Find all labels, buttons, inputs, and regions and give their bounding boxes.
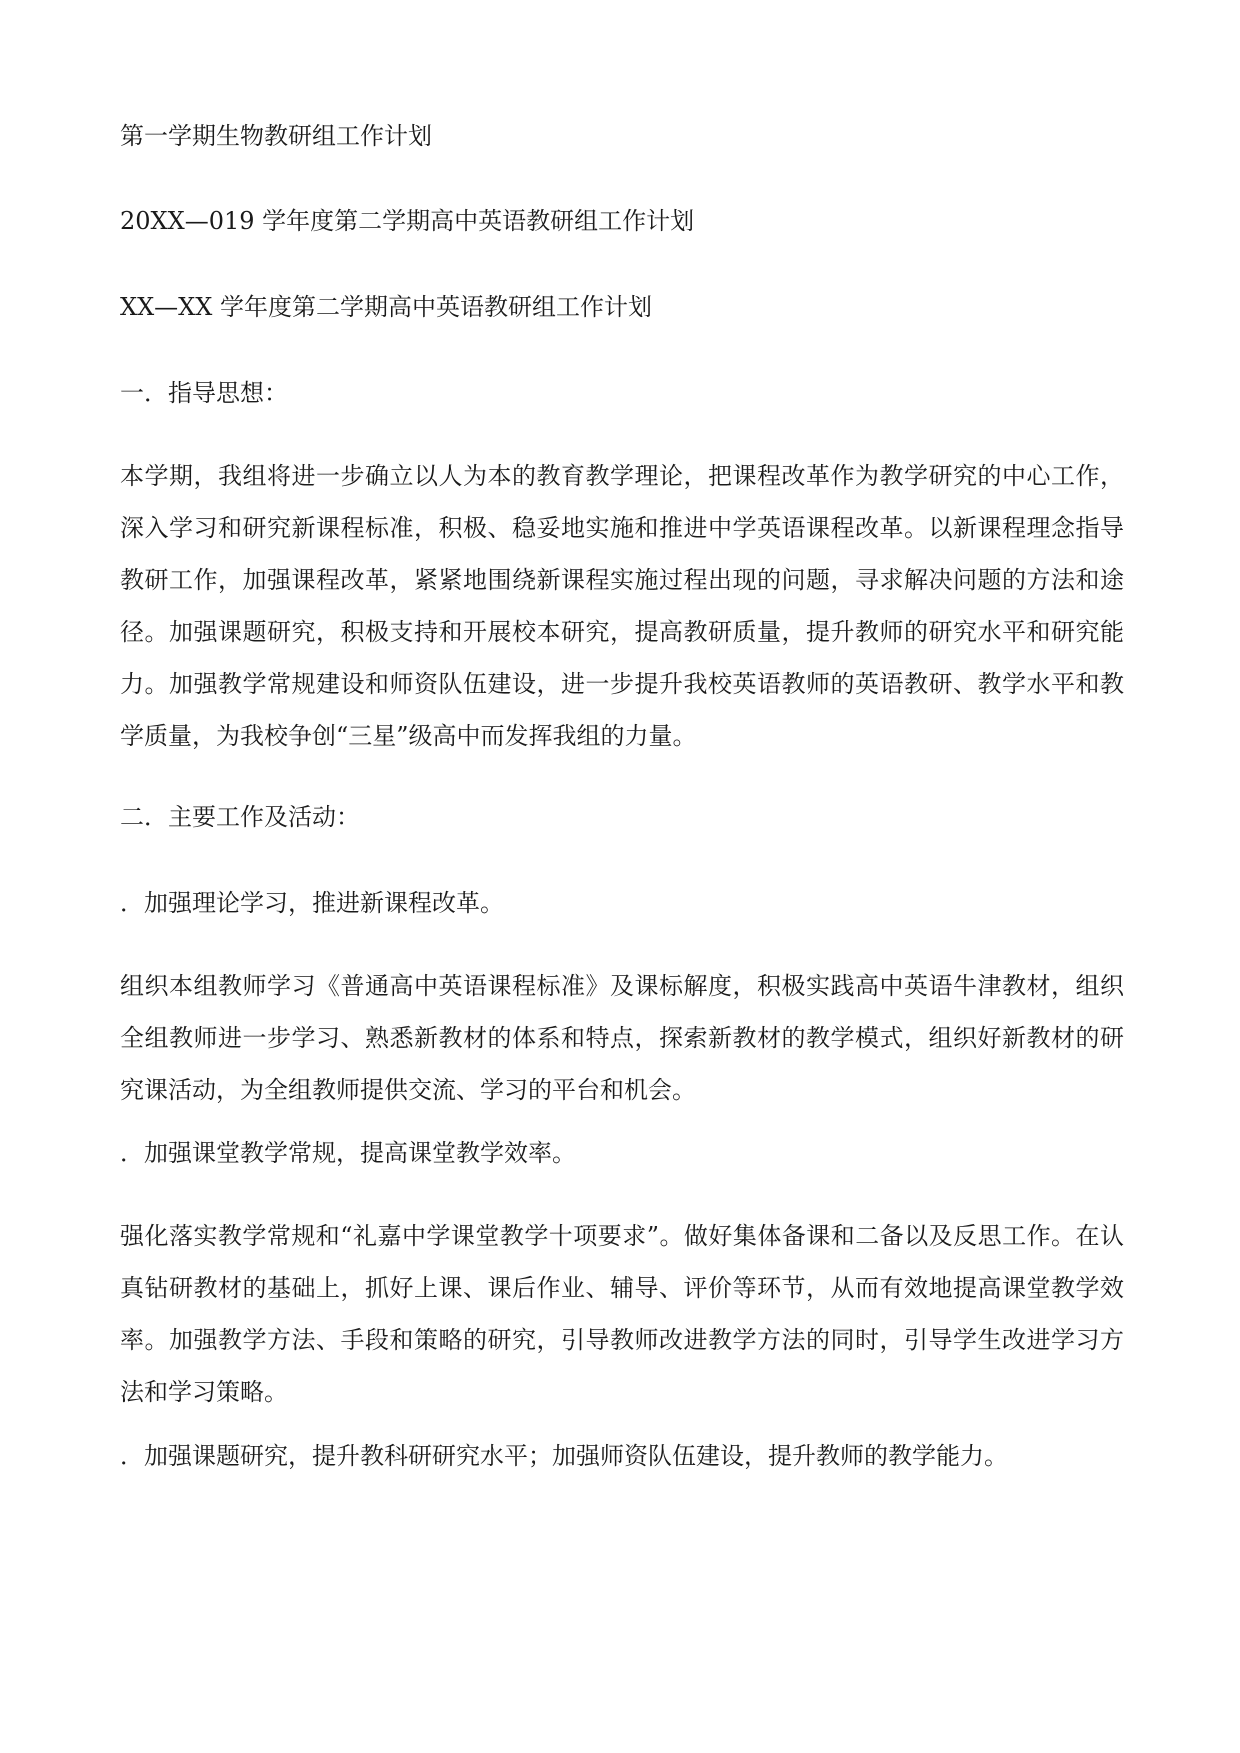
heading-item-theory-study: ．加强理论学习，推进新课程改革。 bbox=[120, 889, 504, 917]
paragraph-theory-study: 组织本组教师学习《普通高中英语课程标准》及课标解度，积极实践高中英语牛津教材，组织全组教师进一步学习、熟悉新教材的体系和特点，探索新教材的教学模式，组织好新教材的研究课活动，为全组教师提供交流、学习的平台和机会。 bbox=[120, 972, 1124, 1104]
paragraph-guiding-thought: 本学期，我组将进一步确立以人为本的教育教学理论，把课程改革作为教学研究的中心工作，深入学习和研究新课程标准，积极、稳妥地实施和推进中学英语课程改革。以新课程理念指导教研工作，加强课程改革，紧紧地围绕新课程实施过程出现的问题，寻求解决问题的方法和途径。加强课题研究，积极支持和开展校本研究，提高教研质量，提升教师的研究水平和研究能力。加强教学常规建设和师资队伍建设，进一步提升我校英语教师的英语教研、教学水平和教学质量，为我校争创“三星”级高中而发挥我组的力量。 bbox=[120, 462, 1124, 750]
title-biology-plan: 第一学期生物教研组工作计划 bbox=[120, 122, 432, 150]
title-english-plan-20xx: 20XX—019 学年度第二学期高中英语教研组工作计划 bbox=[120, 207, 695, 235]
heading-item-research-staff: ．加强课题研究，提升教科研研究水平；加强师资队伍建设，提升教师的教学能力。 bbox=[120, 1442, 1008, 1470]
heading-item-classroom-routine: ．加强课堂教学常规，提高课堂教学效率。 bbox=[120, 1139, 576, 1167]
heading-main-work: 二．主要工作及活动： bbox=[120, 803, 360, 831]
paragraph-classroom-routine: 强化落实教学常规和“礼嘉中学课堂教学十项要求”。做好集体备课和二备以及反思工作。在认真钻研教材的基础上，抓好上课、课后作业、辅导、评价等环节，从而有效地提高课堂教学效率。加强教学方法、手段和策略的研究，引导教师改进教学方法的同时，引导学生改进学习方法和学习策略。 bbox=[120, 1222, 1124, 1406]
heading-guiding-thought: 一．指导思想： bbox=[120, 379, 288, 407]
title-english-plan-xx: XX—XX 学年度第二学期高中英语教研组工作计划 bbox=[120, 293, 652, 321]
